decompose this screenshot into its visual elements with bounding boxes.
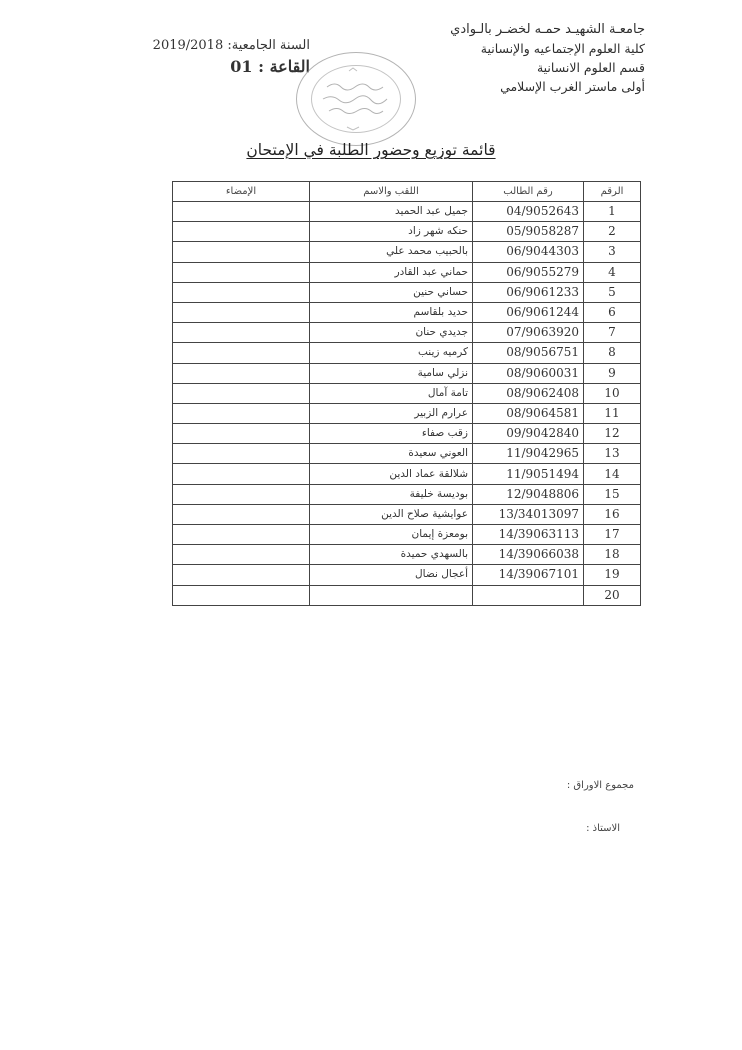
table-body (173, 202, 641, 606)
table-row (173, 545, 641, 565)
row-number: 12 (584, 424, 641, 444)
student-id: 09/9042840 (473, 424, 584, 444)
row-number: 2 (584, 222, 641, 242)
university-name: جامعـة الشهيـد حمـه لخضـر بالـوادي (450, 22, 645, 37)
student-name: العوني سعيدة (310, 444, 473, 464)
student-name: عوايشية صلاح الدين (310, 504, 473, 524)
student-id: 06/9044303 (473, 242, 584, 262)
student-id: 08/9060031 (473, 363, 584, 383)
signature-cell (173, 585, 310, 605)
document-title (0, 141, 742, 159)
table-row (173, 302, 641, 322)
table-row (173, 242, 641, 262)
student-name: جميل عبد الحميد (310, 202, 473, 222)
student-name: حساني حنين (310, 282, 473, 302)
table-row (173, 343, 641, 363)
student-id: 05/9058287 (473, 222, 584, 242)
header-number: الرقم (584, 182, 641, 202)
table-row (173, 484, 641, 504)
row-number: 8 (584, 343, 641, 363)
signature-cell (173, 565, 310, 585)
row-number: 7 (584, 323, 641, 343)
table-row (173, 525, 641, 545)
table-row (173, 323, 641, 343)
table-row (173, 424, 641, 444)
row-number: 5 (584, 282, 641, 302)
signature-cell (173, 383, 310, 403)
exam-info (140, 38, 310, 76)
row-number: 1 (584, 202, 641, 222)
table-row (173, 565, 641, 585)
table-header-row (173, 182, 641, 202)
signature-cell (173, 222, 310, 242)
student-name: بالسهدي حميدة (310, 545, 473, 565)
student-id: 08/9056751 (473, 343, 584, 363)
student-name: عرارم الزبير (310, 403, 473, 423)
table-row (173, 444, 641, 464)
row-number: 11 (584, 403, 641, 423)
academic-year: السنة الجامعية: 2019/2018 (152, 38, 310, 53)
row-number: 17 (584, 525, 641, 545)
student-id (473, 585, 584, 605)
student-name: بالحبيب محمد علي (310, 242, 473, 262)
signature-cell (173, 282, 310, 302)
student-id: 06/9061233 (473, 282, 584, 302)
exam-hall: القاعة : 01 (230, 57, 310, 76)
signature-cell (173, 343, 310, 363)
student-name: زقب صفاء (310, 424, 473, 444)
table-row (173, 383, 641, 403)
student-name: شلالقة عماد الدين (310, 464, 473, 484)
signature-cell (173, 262, 310, 282)
row-number: 15 (584, 484, 641, 504)
student-name (310, 585, 473, 605)
row-number: 10 (584, 383, 641, 403)
department-name: قسم العلوم الانسانية (536, 60, 645, 75)
row-number: 9 (584, 363, 641, 383)
student-name: بوديسة خليفة (310, 484, 473, 504)
table-row (173, 222, 641, 242)
row-number: 19 (584, 565, 641, 585)
signature-cell (173, 504, 310, 524)
student-id: 08/9062408 (473, 383, 584, 403)
faculty-name: كلية العلوم الإجتماعيه والإنسانية (480, 41, 645, 56)
signature-cell (173, 545, 310, 565)
student-name: حماني عبد القادر (310, 262, 473, 282)
student-id: 11/9042965 (473, 444, 584, 464)
student-id: 14/39066038 (473, 545, 584, 565)
student-id: 12/9048806 (473, 484, 584, 504)
signature-cell (173, 323, 310, 343)
row-number: 18 (584, 545, 641, 565)
signature-cell (173, 484, 310, 504)
student-id: 14/39067101 (473, 565, 584, 585)
signature-cell (173, 403, 310, 423)
student-attendance-table (172, 181, 641, 606)
table-row (173, 585, 641, 605)
table-row (173, 282, 641, 302)
signature-cell (173, 242, 310, 262)
signature-cell (173, 302, 310, 322)
student-name: حنكه شهر زاد (310, 222, 473, 242)
table-row (173, 504, 641, 524)
student-id: 11/9051494 (473, 464, 584, 484)
header-signature: الإمضاء (173, 182, 310, 202)
total-sheets-label: مجموع الاوراق : (566, 780, 634, 791)
student-name: أعجال نضال (310, 565, 473, 585)
row-number: 13 (584, 444, 641, 464)
signature-cell (173, 464, 310, 484)
student-name: بومعزة إيمان (310, 525, 473, 545)
student-name: كرميه زينب (310, 343, 473, 363)
official-stamp-icon (296, 52, 416, 146)
table-row (173, 403, 641, 423)
student-id: 04/9052643 (473, 202, 584, 222)
student-id: 06/9061244 (473, 302, 584, 322)
row-number: 20 (584, 585, 641, 605)
row-number: 6 (584, 302, 641, 322)
signature-cell (173, 444, 310, 464)
signature-cell (173, 202, 310, 222)
row-number: 4 (584, 262, 641, 282)
student-id: 14/39063113 (473, 525, 584, 545)
row-number: 14 (584, 464, 641, 484)
student-name: حديد بلقاسم (310, 302, 473, 322)
table-row (173, 262, 641, 282)
student-id: 08/9064581 (473, 403, 584, 423)
program-name: أولى ماستر الغرب الإسلامي (500, 79, 645, 94)
student-id: 07/9063920 (473, 323, 584, 343)
signature-cell (173, 363, 310, 383)
student-name: نزلي سامية (310, 363, 473, 383)
document-title-text: قائمة توزيع وحضور الطلبة في الإمتحان (246, 141, 496, 159)
table-row (173, 363, 641, 383)
signature-cell (173, 525, 310, 545)
student-name: جديدي حنان (310, 323, 473, 343)
table-row (173, 464, 641, 484)
table-row (173, 202, 641, 222)
student-id: 06/9055279 (473, 262, 584, 282)
signature-cell (173, 424, 310, 444)
professor-label: الاستاذ : (586, 823, 620, 834)
student-name: تامة آمال (310, 383, 473, 403)
student-id: 13/34013097 (473, 504, 584, 524)
header-full-name: اللقب والاسم (310, 182, 473, 202)
row-number: 3 (584, 242, 641, 262)
row-number: 16 (584, 504, 641, 524)
header-student-id: رقم الطالب (473, 182, 584, 202)
